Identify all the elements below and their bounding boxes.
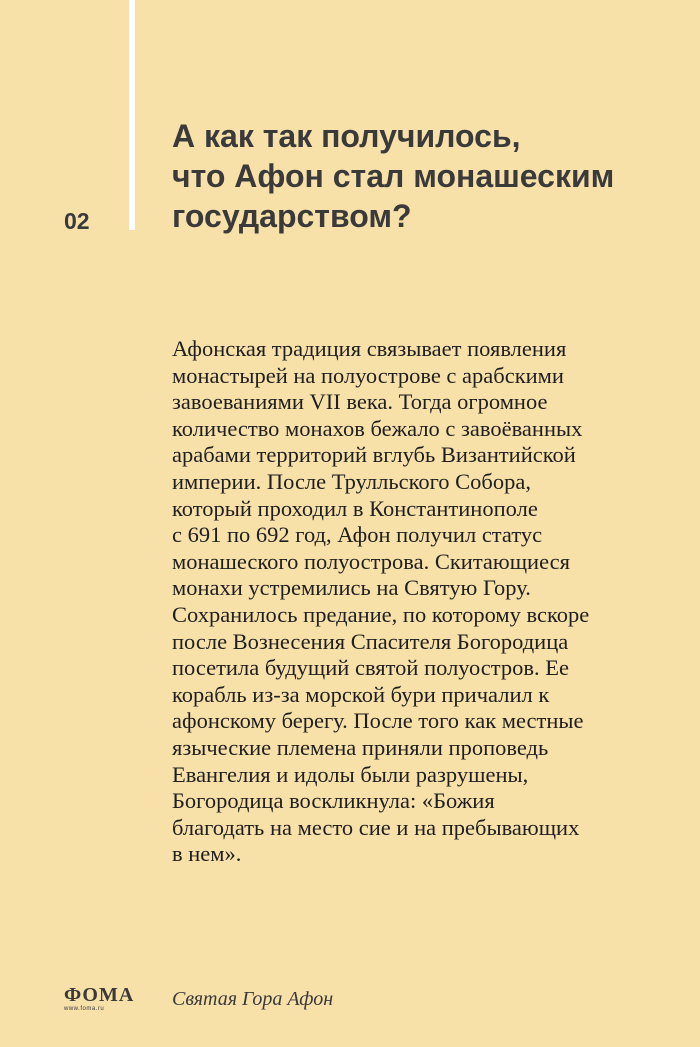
body-line: Богородица воскликнула: «Божия: [172, 788, 495, 814]
body-line: империи. После Трулльского Собора,: [172, 468, 531, 494]
heading-line: государством?: [172, 198, 412, 234]
body-line: монастырей на полуострове с арабскими: [172, 362, 564, 388]
body-line: корабль из-за морской бури причалил к: [172, 681, 550, 707]
body-line: Афонская традиция связывает появления: [172, 336, 567, 361]
heading-line: А как так получилось,: [172, 118, 521, 154]
logo-url: www.foma.ru: [64, 1006, 105, 1012]
logo-wordmark: ФОМА: [64, 984, 135, 1006]
body-line: благодать на место сие и на пребывающих: [172, 814, 580, 840]
body-line: с 691 по 692 год, Афон получил статус: [172, 522, 543, 548]
body-line: после Вознесения Спасителя Богородица: [172, 628, 569, 654]
body-line: языческие племена приняли проповедь: [172, 734, 549, 760]
page-number: 02: [64, 208, 90, 234]
body-line: Евангелия и идолы были разрушены,: [172, 761, 529, 787]
body-line: монашеского полуострова. Скитающиеся: [172, 548, 570, 574]
body-line: арабами территорий вглубь Византийской: [172, 442, 576, 468]
body-line: посетила будущий святой полуостров. Ее: [172, 655, 570, 681]
body-line: количество монахов бежало с завоёванных: [172, 415, 583, 441]
body-line: Сохранилось предание, по которому вскоре: [172, 601, 590, 627]
body-paragraph: [172, 336, 672, 868]
page-heading: [172, 116, 682, 236]
body-line: монахи устремились на Святую Гору.: [172, 575, 531, 601]
footer-series-title: Святая Гора Афон: [172, 988, 334, 1010]
body-line: в нем».: [172, 841, 242, 867]
heading-line: что Афон стал монашеским: [172, 158, 615, 194]
foma-logo: [64, 985, 144, 1013]
decorative-vertical-line: [129, 0, 135, 230]
body-line: который проходил в Константинополе: [172, 495, 538, 521]
body-line: завоеваниями VII века. Тогда огромное: [172, 389, 548, 415]
body-line: афонскому берегу. После того как местные: [172, 708, 584, 734]
